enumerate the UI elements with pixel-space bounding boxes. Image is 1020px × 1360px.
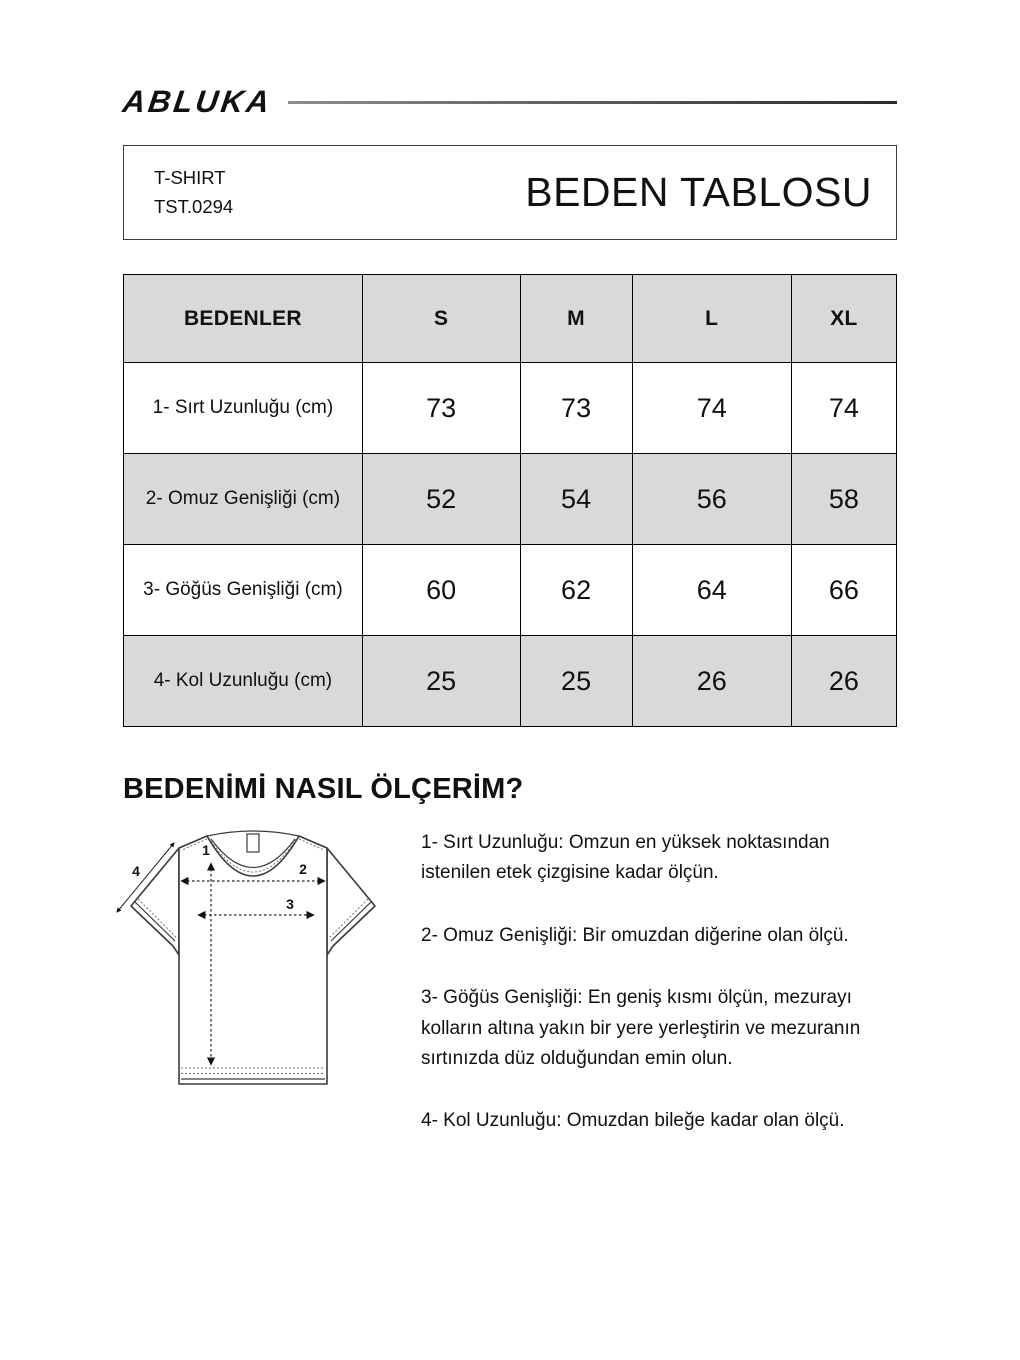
column-header-m: M (520, 275, 632, 363)
measurement-value-s: 60 (362, 545, 520, 636)
table-row (124, 454, 897, 545)
column-header-xl: XL (791, 275, 896, 363)
measurement-value-xl: 58 (791, 454, 896, 545)
measure-heading: BEDENİMİ NASIL ÖLÇERİM? (123, 773, 524, 805)
table-row (124, 363, 897, 454)
table-row (124, 636, 897, 727)
measurement-value-xl: 26 (791, 636, 896, 727)
product-info (154, 164, 233, 221)
column-header-l: L (632, 275, 791, 363)
measurement-value-l: 74 (632, 363, 791, 454)
diagram-label-4: 4 (132, 863, 140, 879)
collar-tag (247, 834, 259, 852)
measurement-label: 1- Sırt Uzunluğu (cm) (124, 363, 363, 454)
product-type: T-SHIRT (154, 166, 226, 188)
instruction-chest-width: 3- Göğüs Genişliği: En geniş kısmı ölçün, mezurayı kolların altına yakın bir yere yerleştirin ve mezuranın sırtınızda düz olduğundan emin olun. (421, 987, 861, 1069)
instruction-back-length: 1- Sırt Uzunluğu: Omzun en yüksek noktasından istenilen etek çizgisine kadar ölçün. (421, 832, 830, 884)
measurement-label: 2- Omuz Genişliği (cm) (124, 454, 363, 545)
measurement-value-s: 73 (362, 363, 520, 454)
measurement-value-m: 62 (520, 545, 632, 636)
measurement-value-l: 64 (632, 545, 791, 636)
measurement-label: 4- Kol Uzunluğu (cm) (124, 636, 363, 727)
header-row (124, 275, 897, 363)
measurement-label: 3- Göğüs Genişliği (cm) (124, 545, 363, 636)
tshirt-outline (131, 831, 375, 1084)
measurement-value-xl: 74 (791, 363, 896, 454)
instruction-sleeve-length: 4- Kol Uzunluğu: Omuzdan bileğe kadar olan ölçü. (421, 1110, 845, 1132)
measure-instructions (421, 814, 897, 1169)
logo-rule (288, 101, 897, 104)
measurement-value-l: 56 (632, 454, 791, 545)
brand-row (120, 84, 897, 120)
measurement-value-m: 54 (520, 454, 632, 545)
tshirt-diagram-icon (95, 814, 405, 1124)
measurement-value-m: 73 (520, 363, 632, 454)
product-code: TST.0294 (154, 195, 234, 217)
size-table (123, 274, 897, 727)
column-header-bedenler: BEDENLER (124, 275, 363, 363)
column-header-s: S (362, 275, 520, 363)
measurement-value-l: 26 (632, 636, 791, 727)
page-title: BEDEN TABLOSU (525, 169, 872, 215)
size-table-body (124, 363, 897, 727)
diagram-label-3: 3 (286, 896, 294, 912)
measurement-value-xl: 66 (791, 545, 896, 636)
measurement-value-m: 25 (520, 636, 632, 727)
measurement-value-s: 52 (362, 454, 520, 545)
brand-logo: ABLUKA (120, 84, 275, 119)
diagram-label-1: 1 (202, 842, 210, 858)
measurement-value-s: 25 (362, 636, 520, 727)
title-box (123, 145, 897, 240)
size-table-header (124, 275, 897, 363)
table-row (124, 545, 897, 636)
instruction-shoulder-width: 2- Omuz Genişliği: Bir omuzdan diğerine olan ölçü. (421, 924, 849, 946)
measure-section (95, 814, 897, 1169)
diagram-label-2: 2 (299, 861, 307, 877)
